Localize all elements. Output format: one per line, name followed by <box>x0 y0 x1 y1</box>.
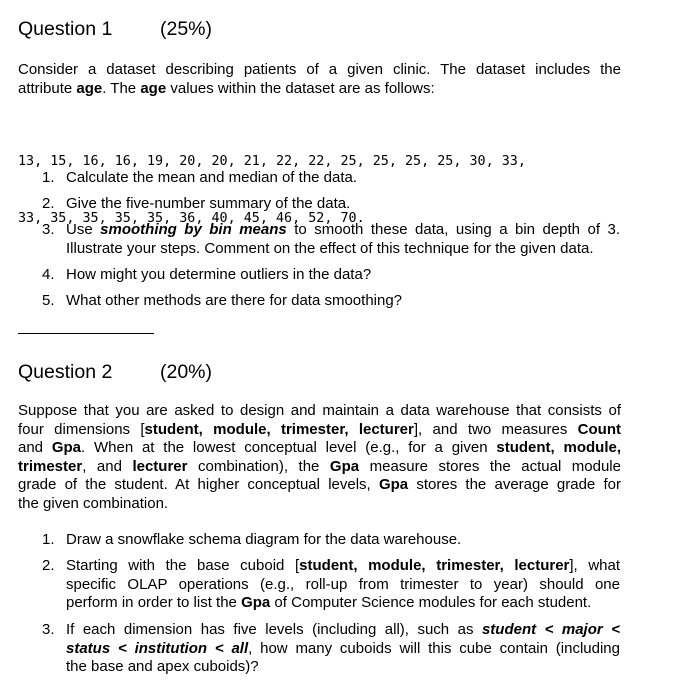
task-number: 3. <box>42 621 55 638</box>
bold-term: age <box>76 79 103 97</box>
section-divider <box>18 333 154 334</box>
q2-intro-line: Suppose that you are asked to design and maintain a data warehouse that consists of <box>18 402 621 419</box>
task-text: How might you determine outliers in the data? <box>66 266 372 283</box>
q2-heading <box>18 360 213 384</box>
bold-term: Gpa <box>378 476 409 493</box>
bold-term: student, module, <box>496 439 621 456</box>
task-number: 1. <box>42 531 55 548</box>
task-number: 2. <box>42 195 55 212</box>
q2-intro-line: the given combination. <box>18 494 169 512</box>
age-values-line: 13, 15, 16, 16, 19, 20, 20, 21, 22, 22, 25, 25, 25, 25, 30, 33, <box>18 154 526 169</box>
bold-term: age <box>140 79 167 97</box>
q1-heading <box>18 17 213 41</box>
bold-term: lecturer <box>132 457 188 475</box>
task-text: Draw a snowflake schema diagram for the data warehouse. <box>66 531 462 548</box>
bold-term: Gpa <box>241 594 271 611</box>
bold-italic-term: status < institution < all <box>66 639 249 657</box>
task-number: 3. <box>42 221 55 238</box>
bold-italic-term: student < major < <box>481 621 620 638</box>
bold-term: trimester <box>18 457 83 475</box>
q2-intro-line: grade of the student. At higher conceptual levels, Gpa stores the average grade for <box>18 476 621 493</box>
q2-intro-line: and Gpa. When at the lowest conceptual level (e.g., for a given student, module, <box>18 439 621 456</box>
task-text: Use smoothing by bin means to smooth these data, using a bin depth of 3. <box>66 221 620 238</box>
age-values-line: 33, 35, 35, 35, 35, 36, 40, 45, 46, 52, 70. <box>18 211 365 226</box>
q1-intro <box>18 61 621 98</box>
bold-term: Gpa <box>51 439 82 456</box>
task-text: If each dimension has five levels (including all), such as student < major < <box>66 621 620 638</box>
task-number: 2. <box>42 557 55 574</box>
task-text: Starting with the base cuboid [student, module, trimester, lecturer], what <box>66 557 620 574</box>
q1-intro-line: Consider a dataset describing patients of a given clinic. The dataset includes the <box>18 61 621 78</box>
task-text: Give the five-number summary of the data. <box>66 195 351 212</box>
q1-weight: (25%) <box>160 18 213 40</box>
q2-intro-line: four dimensions [student, module, trimester, lecturer], and two measures Count <box>18 420 621 438</box>
task-text: specific OLAP operations (e.g., roll-up from trimester to year) should one <box>66 575 620 593</box>
bold-term: Count <box>577 420 621 438</box>
task-text: Illustrate your steps. Comment on the effect of this technique for the given data. <box>66 239 594 257</box>
task-text: What other methods are there for data smoothing? <box>66 292 403 309</box>
q1-intro-line: attribute age. The age values within the dataset are as follows: <box>18 79 435 97</box>
task-text: Calculate the mean and median of the data. <box>66 169 358 186</box>
bold-term: Gpa <box>329 457 360 475</box>
task-number: 4. <box>42 266 55 283</box>
task-number: 1. <box>42 169 55 186</box>
q2-title: Question 2 <box>18 361 113 383</box>
q2-intro-line: trimester, and lecturer combination), the Gpa measure stores the actual module <box>18 457 621 475</box>
q1-title: Question 1 <box>18 18 113 40</box>
task-text: perform in order to list the Gpa of Computer Science modules for each student. <box>66 594 592 611</box>
q2-intro <box>18 402 621 513</box>
task-number: 5. <box>42 292 55 309</box>
q2-weight: (20%) <box>160 361 213 383</box>
task-text: status < institution < all, how many cuboids will this cube contain (including <box>66 639 620 657</box>
bold-term: student, module, trimester, lecturer <box>144 420 414 438</box>
task-text: the base and apex cuboids)? <box>66 658 259 675</box>
bold-term: student, module, trimester, lecturer <box>299 557 570 574</box>
bold-italic-term: smoothing by bin means <box>100 221 287 238</box>
